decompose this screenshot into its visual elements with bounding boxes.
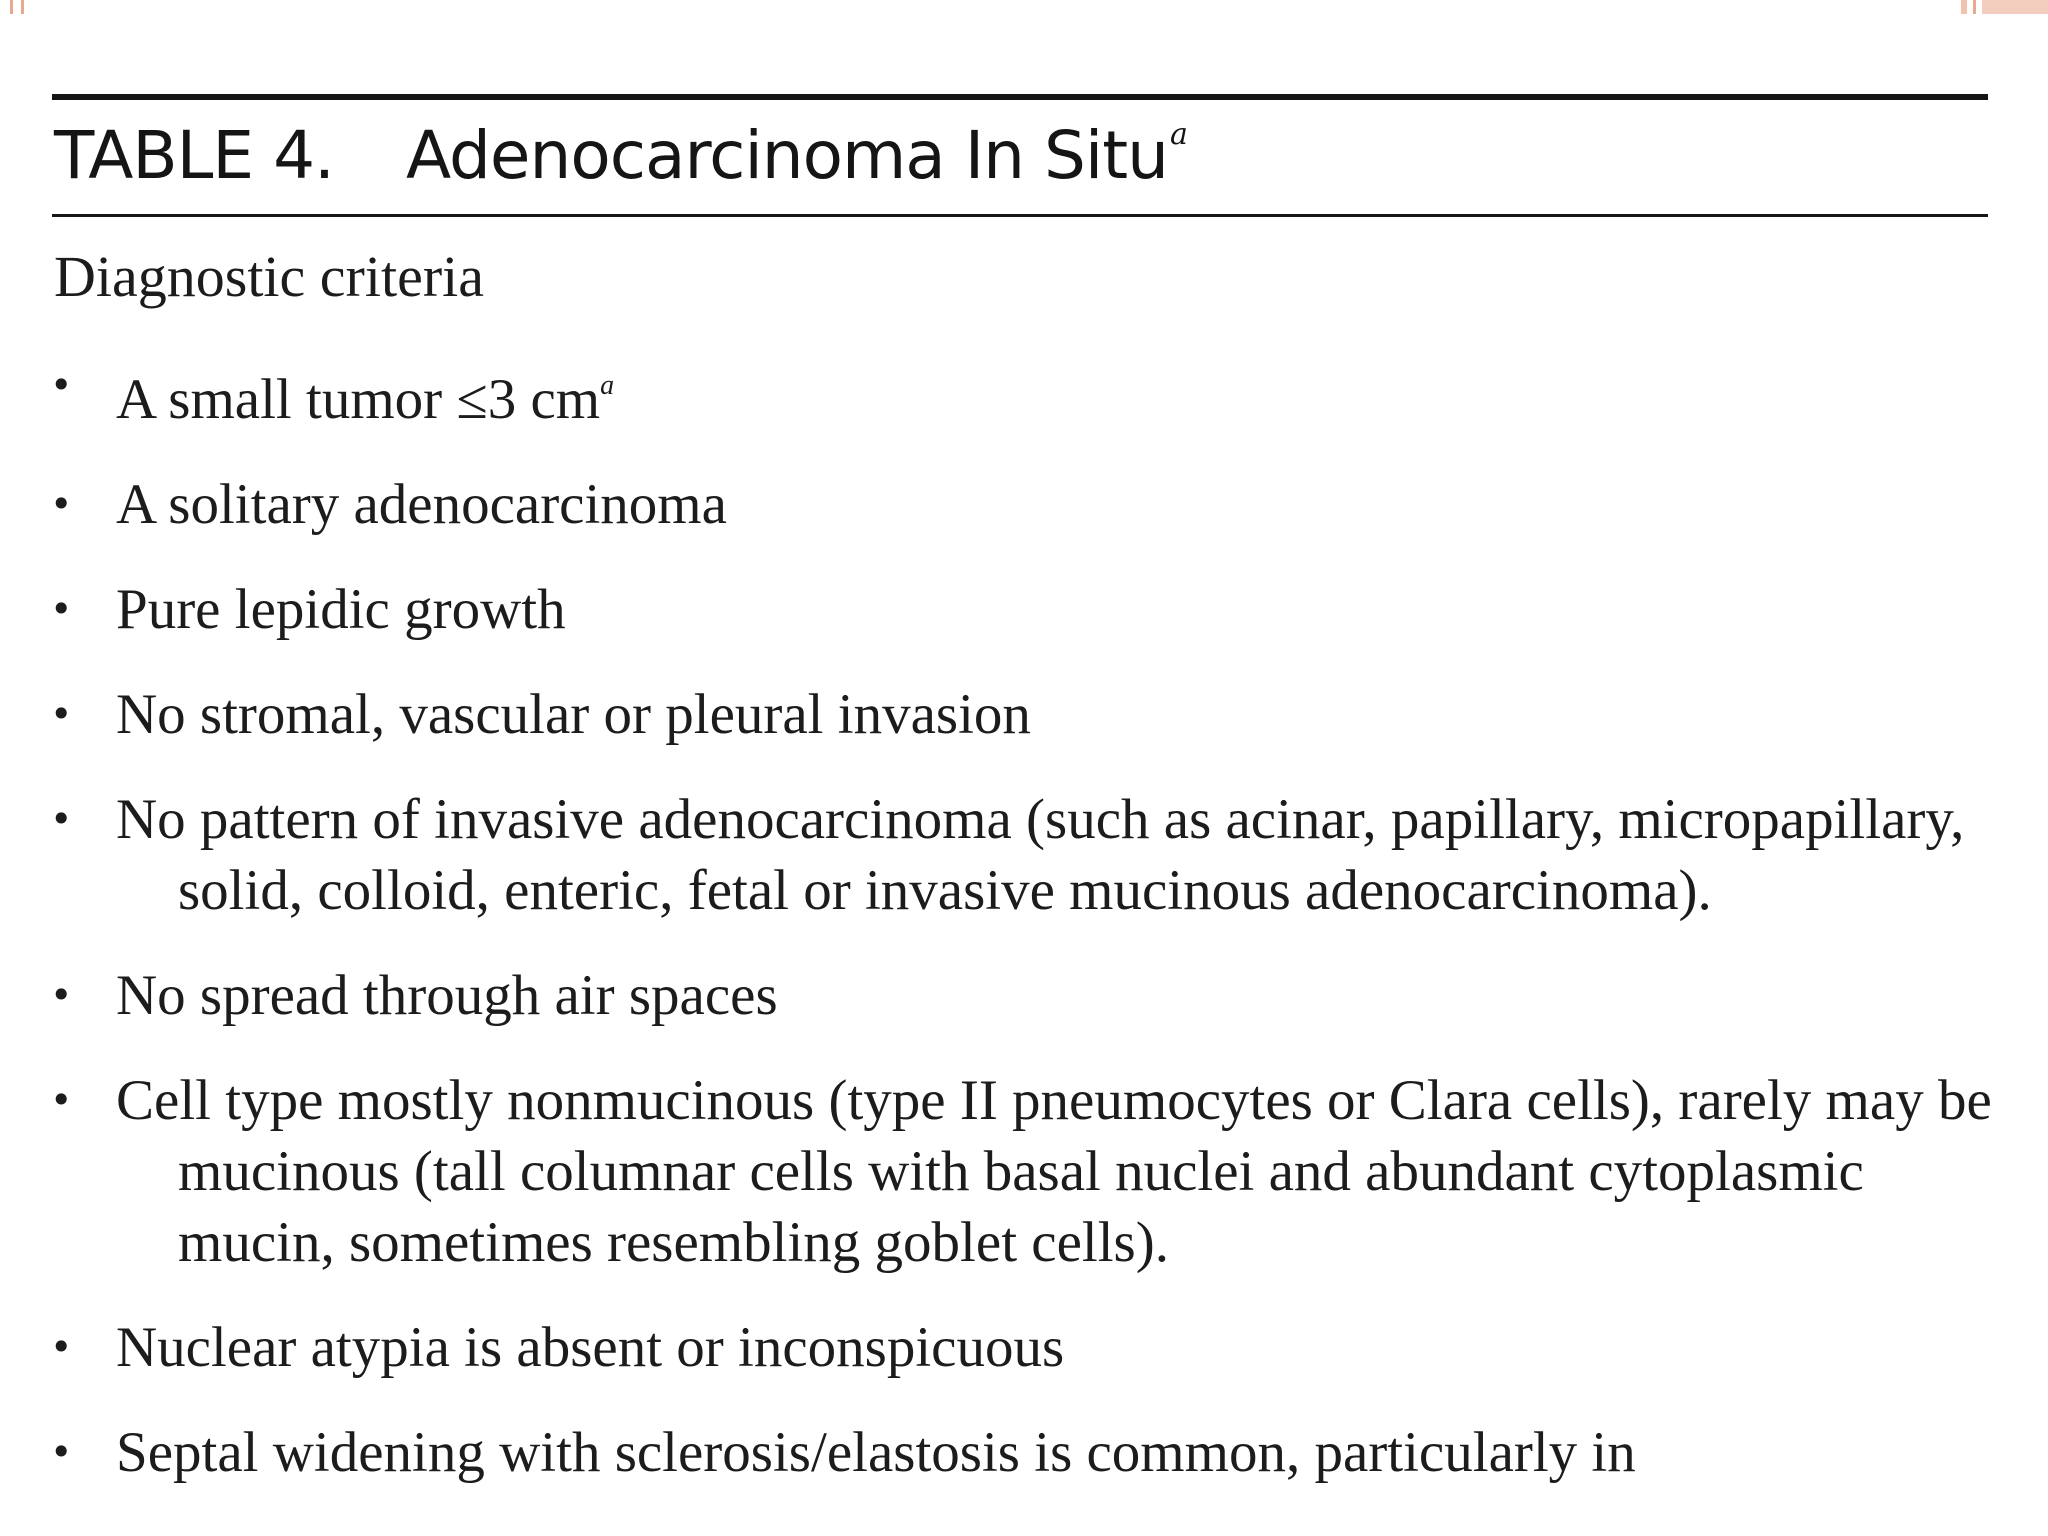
criteria-text	[116, 679, 2000, 750]
criteria-text-content: A solitary adenocarcinoma	[116, 473, 727, 536]
bullet-icon: •	[50, 1325, 73, 1369]
criteria-text	[116, 574, 2000, 645]
criteria-text	[116, 1065, 2000, 1278]
criteria-list	[50, 350, 2000, 1522]
criteria-text-content: Cell type mostly nonmucinous (type II pneumocytes or Clara cells), rarely may be mucinous (tall columnar cells with basal nuclei and abundant cytoplasmic mucin, sometimes resembling goblet cells).	[116, 1069, 1992, 1274]
slide-accent-left	[10, 0, 24, 14]
bullet-icon: •	[50, 1078, 73, 1122]
bullet-icon: •	[50, 482, 73, 526]
criteria-item	[50, 1417, 2000, 1488]
table-number: TABLE 4.	[54, 117, 335, 194]
bullet-icon: •	[50, 1430, 73, 1474]
criteria-text-content: No spread through air spaces	[116, 964, 778, 1027]
criteria-footnote: a	[600, 370, 615, 401]
criteria-item	[50, 960, 2000, 1031]
criteria-text	[116, 350, 2000, 435]
bullet-icon: •	[50, 587, 73, 631]
criteria-text	[116, 960, 2000, 1031]
table-header-rule	[52, 214, 1988, 217]
criteria-text	[116, 469, 2000, 540]
table-title-footnote: a	[1169, 117, 1187, 152]
bullet-icon: •	[50, 973, 73, 1017]
bullet-icon: •	[50, 363, 73, 407]
criteria-text-content: Septal widening with sclerosis/elastosis is common, particularly in	[116, 1421, 1636, 1484]
criteria-text	[116, 1417, 2000, 1488]
slide-accent-right	[1958, 0, 2048, 14]
criteria-item	[50, 679, 2000, 750]
criteria-item	[50, 1065, 2000, 1278]
criteria-item	[50, 574, 2000, 645]
table-title-text: Adenocarcinoma In Situ	[406, 117, 1168, 194]
criteria-text-content: No pattern of invasive adenocarcinoma (such as acinar, papillary, micropapillary, solid, colloid, enteric, fetal or invasive mucinous adenocarcinoma).	[116, 788, 1965, 922]
criteria-text-content: Pure lepidic growth	[116, 578, 566, 641]
table-top-rule	[52, 94, 1988, 100]
criteria-text	[116, 784, 2000, 926]
table-title	[54, 117, 1187, 194]
criteria-item	[50, 784, 2000, 926]
criteria-item	[50, 350, 2000, 435]
criteria-item	[50, 1312, 2000, 1383]
criteria-text-content: Nuclear atypia is absent or inconspicuous	[116, 1316, 1065, 1379]
criteria-text-content: No stromal, vascular or pleural invasion	[116, 683, 1031, 746]
bullet-icon: •	[50, 797, 73, 841]
bullet-icon: •	[50, 692, 73, 736]
section-heading: Diagnostic criteria	[54, 244, 484, 309]
criteria-text	[116, 1312, 2000, 1383]
criteria-item	[50, 469, 2000, 540]
criteria-text-content: A small tumor ≤3 cm	[116, 368, 601, 431]
